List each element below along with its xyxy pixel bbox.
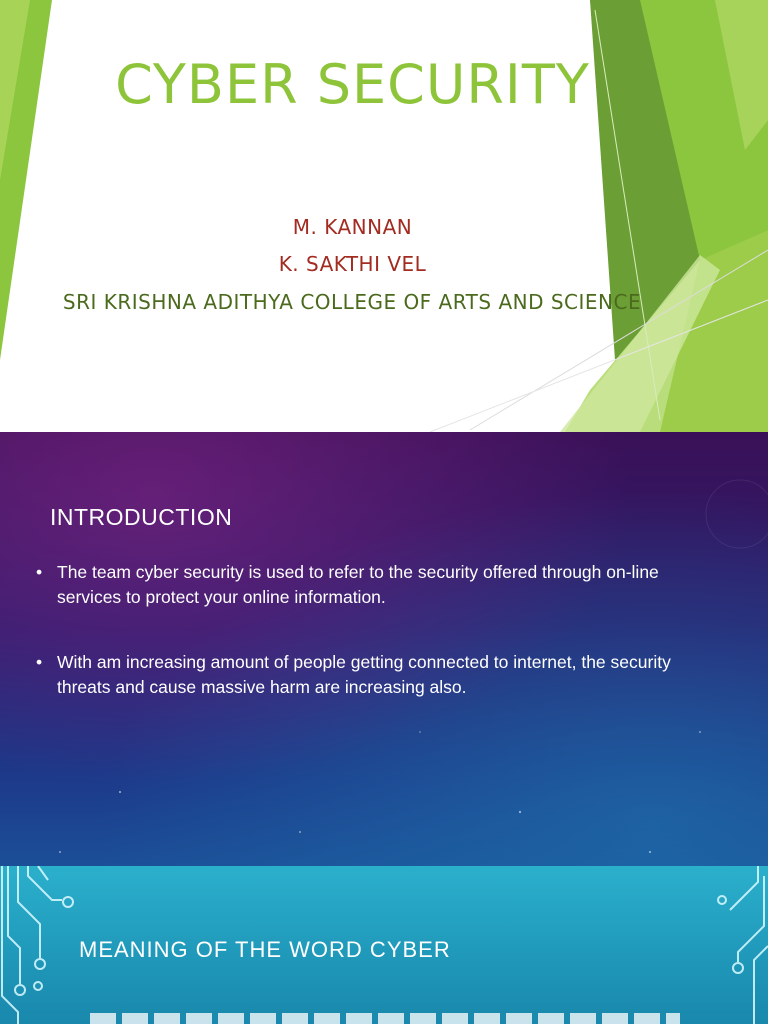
bullet-list [36, 560, 676, 700]
section-heading: MEANING OF THE WORD CYBER [79, 937, 451, 962]
author-name-1: M. KANNAN [292, 215, 413, 239]
college-name: SRI KRISHNA ADITHYA COLLEGE OF ARTS AND SCIENCE [62, 290, 642, 314]
circuit-right-icon [700, 866, 768, 1024]
bullet-icon: • [36, 562, 43, 582]
list-item [36, 560, 676, 610]
author-name-2: K. SAKTHI VEL [278, 252, 427, 276]
title-slide [0, 0, 768, 432]
bullet-icon: • [36, 652, 43, 672]
bullet-text: The team cyber security is used to refer to the security offered through on-line services to protect your online information. [57, 562, 659, 607]
presentation-title: CYBER SECURITY [115, 53, 590, 116]
bullet-text: With am increasing amount of people getting connected to internet, the security threats and cause massive harm are increasing also. [57, 652, 671, 697]
introduction-slide [0, 432, 768, 866]
circuit-left-icon [0, 866, 80, 1024]
section-heading: INTRODUCTION [50, 504, 233, 530]
list-item [36, 650, 676, 700]
meaning-slide [0, 866, 768, 1024]
cut-off-text-line [90, 1013, 680, 1024]
